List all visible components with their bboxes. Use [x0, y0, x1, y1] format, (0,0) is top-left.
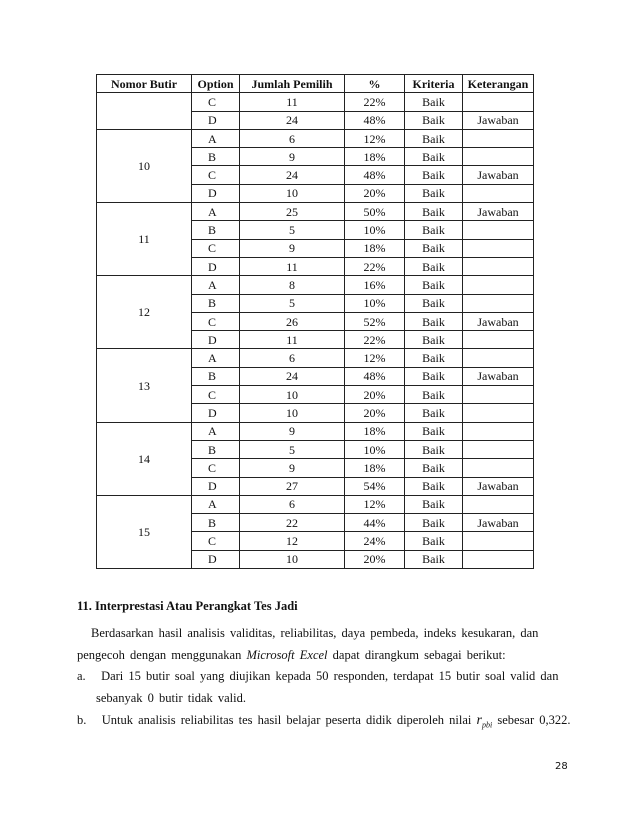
header-jumlah-pemilih: Jumlah Pemilih — [240, 75, 345, 93]
cell-percent: 22% — [345, 257, 405, 275]
cell-percent: 50% — [345, 203, 405, 221]
cell-option: D — [192, 550, 240, 568]
cell-keterangan — [463, 386, 534, 404]
cell-jumlah-pemilih: 26 — [240, 312, 345, 330]
cell-kriteria: Baik — [405, 367, 463, 385]
cell-kriteria: Baik — [405, 148, 463, 166]
cell-kriteria: Baik — [405, 276, 463, 294]
cell-jumlah-pemilih: 11 — [240, 331, 345, 349]
paragraph-line-2-end: dapat dirangkum sebagai berikut: — [327, 648, 506, 662]
cell-kriteria: Baik — [405, 166, 463, 184]
list-item-b — [77, 713, 571, 730]
cell-keterangan — [463, 532, 534, 550]
cell-jumlah-pemilih: 5 — [240, 294, 345, 312]
cell-option: D — [192, 477, 240, 495]
cell-keterangan — [463, 276, 534, 294]
cell-jumlah-pemilih: 9 — [240, 422, 345, 440]
header-nomor-butir: Nomor Butir — [97, 75, 192, 93]
cell-percent: 18% — [345, 422, 405, 440]
page-number: 28 — [555, 761, 568, 772]
cell-percent: 18% — [345, 459, 405, 477]
cell-nomor-butir: 14 — [97, 422, 192, 495]
cell-jumlah-pemilih: 25 — [240, 203, 345, 221]
cell-option: C — [192, 386, 240, 404]
section-heading: 11. Interprestasi Atau Perangkat Tes Jadi — [77, 599, 298, 613]
cell-kriteria: Baik — [405, 184, 463, 202]
cell-percent: 20% — [345, 386, 405, 404]
cell-nomor-butir — [97, 93, 192, 130]
cell-percent: 18% — [345, 239, 405, 257]
item-analysis-table — [96, 74, 534, 569]
symbol-r: r — [476, 713, 482, 728]
cell-option: C — [192, 532, 240, 550]
table-body — [97, 93, 534, 569]
table-row — [97, 93, 534, 111]
cell-nomor-butir: 10 — [97, 129, 192, 202]
cell-percent: 20% — [345, 404, 405, 422]
cell-kriteria: Baik — [405, 386, 463, 404]
cell-keterangan — [463, 129, 534, 147]
cell-jumlah-pemilih: 9 — [240, 148, 345, 166]
cell-option: A — [192, 349, 240, 367]
cell-jumlah-pemilih: 10 — [240, 184, 345, 202]
cell-jumlah-pemilih: 9 — [240, 459, 345, 477]
cell-jumlah-pemilih: 22 — [240, 514, 345, 532]
cell-keterangan — [463, 221, 534, 239]
cell-kriteria: Baik — [405, 239, 463, 257]
cell-keterangan — [463, 93, 534, 111]
cell-percent: 48% — [345, 367, 405, 385]
cell-option: D — [192, 404, 240, 422]
cell-kriteria: Baik — [405, 203, 463, 221]
header-row — [97, 75, 534, 93]
header-keterangan: Keterangan — [463, 75, 534, 93]
cell-keterangan — [463, 349, 534, 367]
cell-keterangan: Jawaban — [463, 367, 534, 385]
cell-percent: 48% — [345, 111, 405, 129]
cell-nomor-butir: 11 — [97, 203, 192, 276]
cell-jumlah-pemilih: 10 — [240, 404, 345, 422]
cell-nomor-butir: 13 — [97, 349, 192, 422]
list-item-b-end: sebesar 0,322. — [492, 713, 571, 727]
cell-keterangan — [463, 239, 534, 257]
cell-percent: 20% — [345, 550, 405, 568]
cell-kriteria: Baik — [405, 550, 463, 568]
header-percent: % — [345, 75, 405, 93]
cell-kriteria: Baik — [405, 257, 463, 275]
cell-kriteria: Baik — [405, 477, 463, 495]
header-option: Option — [192, 75, 240, 93]
cell-kriteria: Baik — [405, 312, 463, 330]
cell-keterangan: Jawaban — [463, 312, 534, 330]
cell-option: C — [192, 459, 240, 477]
cell-percent: 54% — [345, 477, 405, 495]
table-row — [97, 129, 534, 147]
cell-option: A — [192, 422, 240, 440]
cell-jumlah-pemilih: 6 — [240, 129, 345, 147]
cell-option: B — [192, 514, 240, 532]
cell-option: B — [192, 294, 240, 312]
cell-kriteria: Baik — [405, 532, 463, 550]
cell-jumlah-pemilih: 5 — [240, 440, 345, 458]
cell-percent: 44% — [345, 514, 405, 532]
cell-jumlah-pemilih: 11 — [240, 93, 345, 111]
cell-percent: 16% — [345, 276, 405, 294]
cell-jumlah-pemilih: 24 — [240, 166, 345, 184]
list-marker-a: a. — [77, 669, 86, 683]
cell-jumlah-pemilih: 24 — [240, 367, 345, 385]
header-kriteria: Kriteria — [405, 75, 463, 93]
cell-keterangan — [463, 404, 534, 422]
cell-percent: 20% — [345, 184, 405, 202]
cell-option: D — [192, 331, 240, 349]
cell-percent: 24% — [345, 532, 405, 550]
cell-jumlah-pemilih: 11 — [240, 257, 345, 275]
cell-jumlah-pemilih: 24 — [240, 111, 345, 129]
table-row — [97, 203, 534, 221]
cell-kriteria: Baik — [405, 404, 463, 422]
cell-kriteria: Baik — [405, 129, 463, 147]
list-item-a — [77, 669, 558, 684]
cell-keterangan — [463, 331, 534, 349]
cell-jumlah-pemilih: 9 — [240, 239, 345, 257]
cell-keterangan — [463, 184, 534, 202]
cell-jumlah-pemilih: 10 — [240, 386, 345, 404]
cell-jumlah-pemilih: 6 — [240, 495, 345, 513]
cell-kriteria: Baik — [405, 111, 463, 129]
cell-percent: 12% — [345, 349, 405, 367]
cell-jumlah-pemilih: 8 — [240, 276, 345, 294]
paragraph-line-2 — [77, 648, 506, 663]
cell-kriteria: Baik — [405, 331, 463, 349]
cell-percent: 48% — [345, 166, 405, 184]
cell-keterangan: Jawaban — [463, 514, 534, 532]
cell-percent: 12% — [345, 495, 405, 513]
cell-keterangan — [463, 440, 534, 458]
cell-jumlah-pemilih: 27 — [240, 477, 345, 495]
cell-keterangan — [463, 495, 534, 513]
cell-option: A — [192, 495, 240, 513]
cell-kriteria: Baik — [405, 514, 463, 532]
cell-keterangan: Jawaban — [463, 477, 534, 495]
symbol-subscript-pbi: pbi — [481, 720, 493, 730]
cell-jumlah-pemilih: 10 — [240, 550, 345, 568]
cell-jumlah-pemilih: 5 — [240, 221, 345, 239]
software-name: Microsoft Excel — [246, 648, 328, 662]
cell-option: B — [192, 367, 240, 385]
table-row — [97, 276, 534, 294]
cell-option: B — [192, 440, 240, 458]
cell-kriteria: Baik — [405, 495, 463, 513]
cell-kriteria: Baik — [405, 422, 463, 440]
cell-percent: 10% — [345, 294, 405, 312]
cell-option: A — [192, 203, 240, 221]
cell-keterangan — [463, 148, 534, 166]
cell-option: C — [192, 312, 240, 330]
cell-option: C — [192, 239, 240, 257]
cell-keterangan — [463, 294, 534, 312]
paragraph-line-1: Berdasarkan hasil analisis validitas, reliabilitas, daya pembeda, indeks kesukaran, dan — [91, 626, 539, 640]
list-marker-b: b. — [77, 713, 87, 727]
cell-keterangan: Jawaban — [463, 111, 534, 129]
cell-option: D — [192, 184, 240, 202]
cell-option: B — [192, 148, 240, 166]
list-item-a-continued: sebanyak 0 butir tidak valid. — [96, 691, 246, 705]
cell-keterangan — [463, 459, 534, 477]
cell-option: C — [192, 93, 240, 111]
cell-percent: 22% — [345, 331, 405, 349]
cell-option: B — [192, 221, 240, 239]
list-item-b-text: Untuk analisis reliabilitas tes hasil belajar peserta didik diperoleh nilai — [101, 713, 477, 727]
cell-nomor-butir: 15 — [97, 495, 192, 568]
cell-option: A — [192, 276, 240, 294]
cell-kriteria: Baik — [405, 93, 463, 111]
cell-jumlah-pemilih: 6 — [240, 349, 345, 367]
cell-option: A — [192, 129, 240, 147]
table-row — [97, 349, 534, 367]
cell-jumlah-pemilih: 12 — [240, 532, 345, 550]
table-header — [97, 75, 534, 93]
cell-kriteria: Baik — [405, 459, 463, 477]
cell-kriteria: Baik — [405, 294, 463, 312]
cell-percent: 12% — [345, 129, 405, 147]
cell-percent: 18% — [345, 148, 405, 166]
cell-option: D — [192, 257, 240, 275]
cell-option: C — [192, 166, 240, 184]
table-row — [97, 422, 534, 440]
cell-percent: 22% — [345, 93, 405, 111]
cell-percent: 10% — [345, 440, 405, 458]
cell-keterangan: Jawaban — [463, 166, 534, 184]
cell-kriteria: Baik — [405, 440, 463, 458]
cell-kriteria: Baik — [405, 349, 463, 367]
cell-keterangan — [463, 257, 534, 275]
list-item-a-text: Dari 15 butir soal yang diujikan kepada 50 responden, terdapat 15 butir soal valid dan — [101, 669, 559, 683]
cell-keterangan — [463, 550, 534, 568]
cell-keterangan — [463, 422, 534, 440]
cell-percent: 52% — [345, 312, 405, 330]
table-row — [97, 495, 534, 513]
cell-option: D — [192, 111, 240, 129]
cell-kriteria: Baik — [405, 221, 463, 239]
paragraph-line-2-text: pengecoh dengan menggunakan — [77, 648, 247, 662]
cell-percent: 10% — [345, 221, 405, 239]
cell-nomor-butir: 12 — [97, 276, 192, 349]
cell-keterangan: Jawaban — [463, 203, 534, 221]
